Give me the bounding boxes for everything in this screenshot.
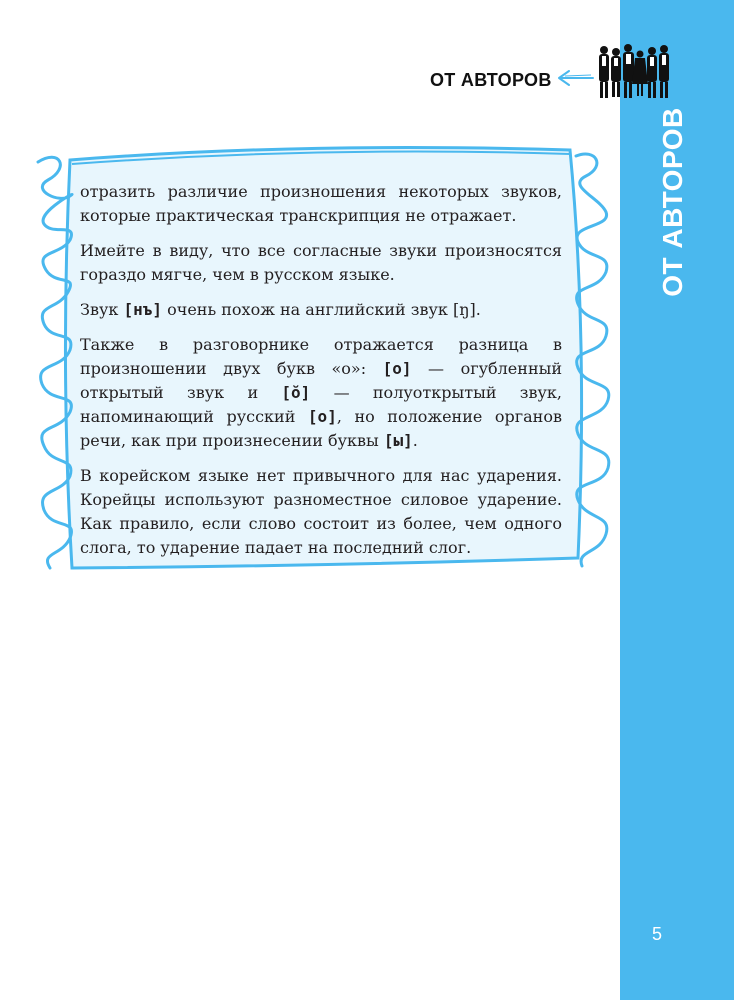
phonetic-symbol: [о] — [307, 407, 337, 426]
phonetic-symbol: [о] — [382, 359, 412, 378]
text-run: — огубленный открытый звук и — [80, 359, 563, 402]
side-title — [644, 107, 702, 297]
text-run: Звук — [80, 300, 124, 319]
text-run: — полуоткрытый звук, напоминающий русский — [80, 383, 563, 426]
people-illustration — [594, 42, 674, 102]
note-paragraph-4 — [80, 333, 562, 453]
text-run: . — [412, 431, 418, 450]
page-number: 5 — [652, 924, 663, 944]
note-paragraph-1: отразить различие произношения некоторых звуков, которые практическая транскрипция не отражает. — [80, 182, 562, 225]
note-paragraph-2: Имейте в виду, что все согласные звуки произносятся гораздо мягче, чем в русском языке. — [80, 241, 562, 284]
note-paragraph-3 — [80, 298, 562, 322]
phonetic-symbol: [ŏ] — [281, 383, 311, 402]
left-arrow-icon — [555, 68, 595, 88]
side-title-text: ОТ АВТОРОВ — [657, 107, 688, 297]
text-run: , но положение органов речи, как при произнесении буквы — [80, 407, 562, 450]
note-paragraph-5: В корейском языке нет привычного для нас ударения. Корейцы используют разноместное силовое ударение. Как правило, если слово состоит из более, чем одного слога, то ударение падает на последний слог. — [80, 466, 562, 557]
text-run: очень похож на английский звук [ŋ]. — [162, 300, 481, 319]
note-body — [80, 180, 562, 571]
text-run: Также в разговорнике отражается разница в произношении двух букв «о»: — [80, 335, 562, 378]
header-title: ОТ АВТОРОВ — [430, 70, 552, 90]
phonetic-symbol: [ы] — [383, 431, 413, 450]
phonetic-symbol: [нъ] — [123, 300, 163, 319]
